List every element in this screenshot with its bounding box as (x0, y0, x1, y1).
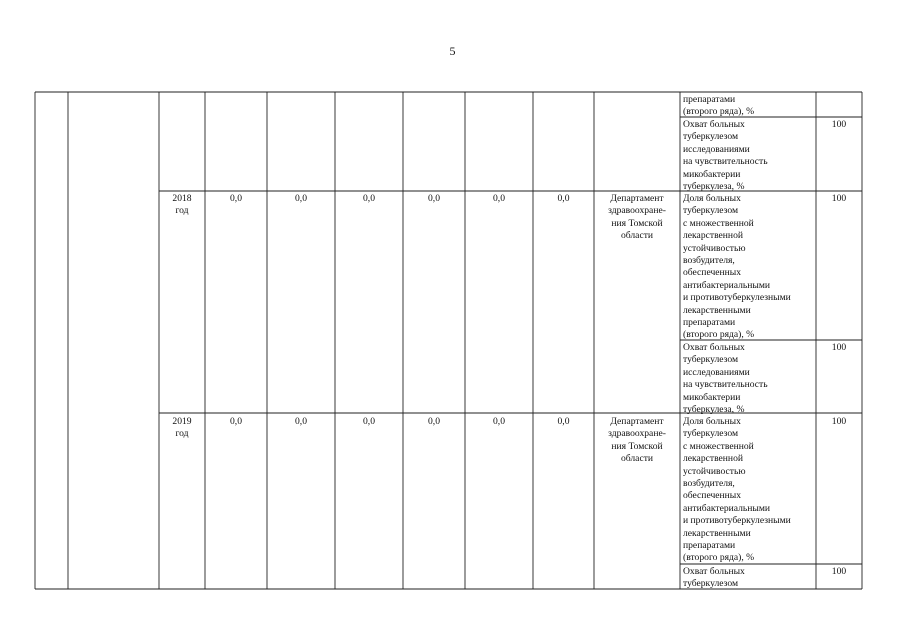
page-number: 5 (449, 44, 456, 58)
indicator-text: препаратами (второго ряда), % (683, 94, 755, 118)
year-cell: 2019 год (172, 416, 192, 440)
indicator-value: 100 (831, 566, 847, 577)
value-cell: 0,0 (493, 193, 505, 204)
value-cell: 0,0 (428, 193, 440, 204)
department-cell: Департамент здравоохране- ния Томской области (608, 416, 666, 465)
value-cell: 0,0 (557, 416, 570, 427)
indicator-text: Доля больных туберкулезом с множественной лекарственной устойчивостью возбудителя, обеспеченных антибактериальными и противотуберкулезными лекарственными препаратами (второго ряда), % (683, 416, 791, 564)
indicator-text: Охват больных туберкулезом (683, 566, 745, 590)
department-cell: Департамент здравоохране- ния Томской области (608, 193, 666, 242)
indicator-value: 100 (831, 193, 847, 204)
indicator-value: 100 (831, 119, 847, 130)
indicator-value: 100 (831, 342, 847, 353)
value-cell: 0,0 (557, 193, 570, 204)
value-cell: 0,0 (230, 193, 242, 204)
value-cell: 0,0 (295, 416, 307, 427)
value-cell: 0,0 (428, 416, 440, 427)
indicator-text: Охват больных туберкулезом исследованиями на чувствительность микобактерии туберкулеза, % (683, 119, 768, 193)
value-cell: 0,0 (230, 416, 242, 427)
value-cell: 0,0 (363, 416, 375, 427)
indicator-text: Доля больных туберкулезом с множественной лекарственной устойчивостью возбудителя, обеспеченных антибактериальными и противотуберкулезными лекарственными препаратами (второго ряда), % (683, 193, 791, 341)
value-cell: 0,0 (493, 416, 505, 427)
indicator-value: 100 (831, 416, 847, 427)
value-cell: 0,0 (363, 193, 375, 204)
year-cell: 2018 год (172, 193, 192, 217)
value-cell: 0,0 (295, 193, 307, 204)
indicator-text: Охват больных туберкулезом исследованиями на чувствительность микобактерии туберкулеза, % (683, 342, 768, 416)
